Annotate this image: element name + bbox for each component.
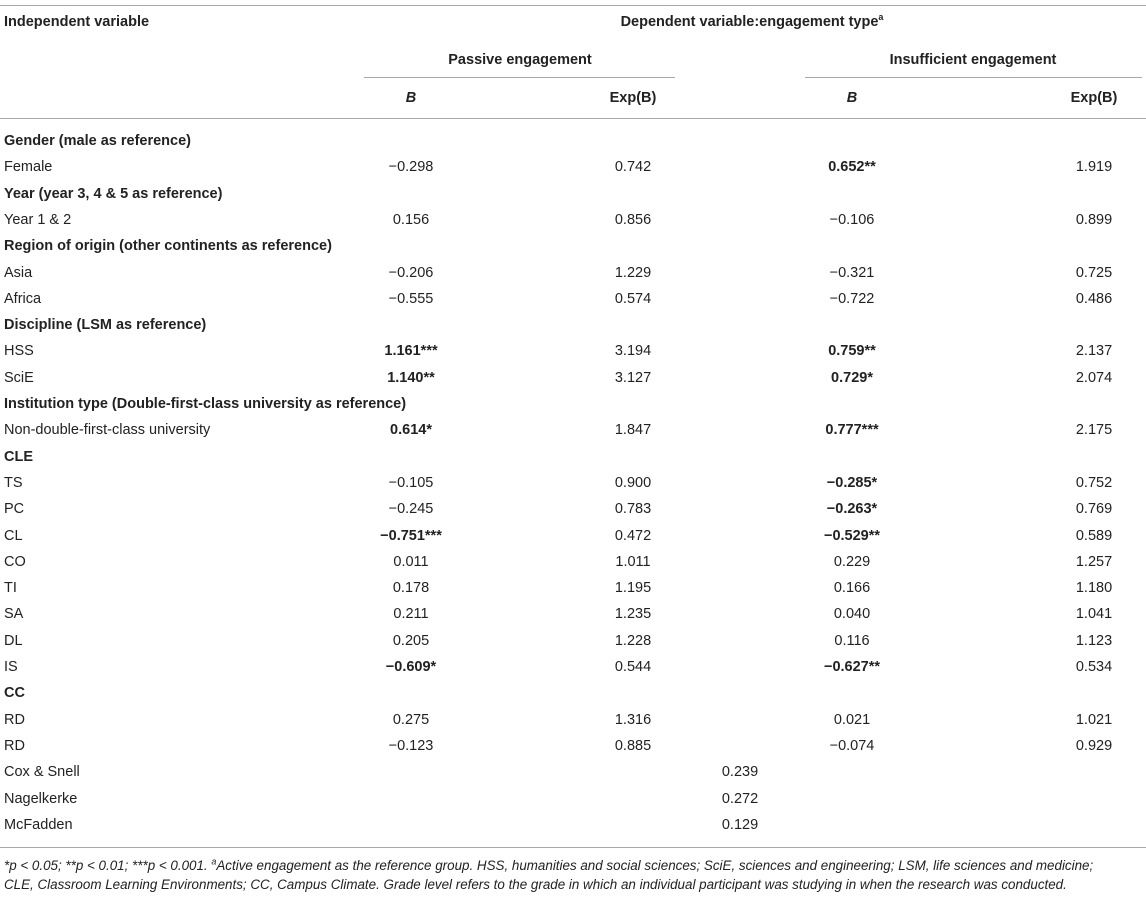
model-fit-value: 0.239	[721, 764, 759, 780]
footnote-line-2: CLE, Classroom Learning Environments; CC, Campus Climate. Grade level refers to the grade in which an individual participant was studying in when the research was conducted.	[4, 877, 1067, 892]
passive-b-value: 0.011	[393, 554, 429, 570]
passive-b-value: 0.275	[392, 712, 430, 728]
passive-expb-value: 0.783	[614, 501, 652, 517]
passive-expb-value: 1.195	[614, 580, 652, 596]
passive-expb-value: 0.900	[614, 475, 652, 491]
insufficient-b-value: 0.759**	[828, 343, 876, 359]
insufficient-expb-value: 0.769	[1075, 501, 1113, 517]
insufficient-expb-value: 1.123	[1075, 633, 1113, 649]
passive-b-value: 0.614*	[390, 422, 432, 438]
passive-expb-value: 1.235	[614, 606, 652, 622]
row-label: SA	[4, 606, 24, 622]
insufficient-b-value: 0.116	[834, 633, 870, 649]
header-bottom-rule	[0, 118, 1146, 119]
insufficient-expb-value: 1.041	[1075, 606, 1113, 622]
row-label: RD	[4, 738, 25, 754]
insufficient-expb-header: Exp(B)	[1070, 90, 1118, 106]
table-footnote	[4, 856, 1142, 894]
footnote-line-1: *p < 0.05; **p < 0.01; ***p < 0.001. $^a$Active engagement as the reference group. HSS, humanities and social sciences; SciE, sciences and engineering; LSM, life sciences and medicine;	[4, 856, 1094, 873]
section-label: Region of origin (other continents as reference)	[4, 238, 332, 254]
row-label: TS	[4, 475, 23, 491]
passive-b-value: −0.123	[388, 738, 434, 754]
section-label: CLE	[4, 449, 33, 465]
passive-expb-value: 0.544	[614, 659, 652, 675]
insufficient-b-value: 0.229	[833, 554, 871, 570]
passive-expb-value: 0.574	[614, 291, 652, 307]
row-label: HSS	[4, 343, 34, 359]
row-label: SciE	[4, 370, 34, 386]
insufficient-b-value: −0.106	[829, 212, 875, 228]
insufficient-b-value: −0.285*	[826, 475, 878, 491]
row-label: DL	[4, 633, 23, 649]
section-label: Year (year 3, 4 & 5 as reference)	[4, 186, 223, 202]
insufficient-b-value: −0.627**	[823, 659, 881, 675]
passive-b-value: −0.751***	[380, 528, 442, 544]
passive-expb-value: 3.194	[614, 343, 652, 359]
dependent-variable-header: Dependent variable:engagement type$^a$	[620, 12, 884, 30]
passive-expb-value: 1.316	[614, 712, 652, 728]
passive-b-value: −0.245	[388, 501, 434, 517]
passive-expb-value: 0.742	[614, 159, 652, 175]
row-label: Africa	[4, 291, 42, 307]
insufficient-expb-value: 0.589	[1075, 528, 1113, 544]
insufficient-b-value: −0.074	[829, 738, 875, 754]
passive-b-value: 0.205	[392, 633, 430, 649]
passive-expb-value: 0.472	[614, 528, 652, 544]
passive-b-value: −0.206	[388, 265, 434, 281]
passive-expb-value: 0.856	[614, 212, 652, 228]
insufficient-expb-value: 2.175	[1075, 422, 1113, 438]
passive-expb-value: 1.229	[614, 265, 652, 281]
insufficient-b-value: −0.321	[829, 265, 875, 281]
insufficient-expb-value: 0.725	[1075, 265, 1113, 281]
insufficient-expb-value: 1.919	[1075, 159, 1113, 175]
passive-expb-header: Exp(B)	[609, 90, 657, 106]
passive-expb-value: 1.228	[614, 633, 652, 649]
insufficient-expb-value: 0.899	[1075, 212, 1113, 228]
insufficient-expb-value: 0.929	[1075, 738, 1113, 754]
insufficient-expb-value: 0.752	[1075, 475, 1113, 491]
row-label: CO	[4, 554, 26, 570]
insufficient-b-value: 0.729*	[831, 370, 873, 386]
passive-b-value: −0.555	[388, 291, 434, 307]
insufficient-group-rule	[805, 77, 1142, 78]
insufficient-b-value: 0.040	[833, 606, 871, 622]
passive-expb-value: 1.011	[615, 554, 651, 570]
insufficient-expb-value: 1.257	[1075, 554, 1113, 570]
passive-engagement-header: Passive engagement	[448, 52, 592, 68]
passive-b-value: 0.156	[392, 212, 430, 228]
row-label: Year 1 & 2	[4, 212, 72, 228]
section-label: Institution type (Double-first-class university as reference)	[4, 396, 407, 412]
row-label: Asia	[4, 265, 33, 281]
row-label: IS	[4, 659, 18, 675]
passive-b-value: 1.140**	[387, 370, 435, 386]
table-bottom-rule	[0, 847, 1146, 848]
row-label: TI	[4, 580, 17, 596]
passive-b-value: 0.178	[392, 580, 430, 596]
insufficient-expb-value: 2.137	[1075, 343, 1113, 359]
insufficient-b-value: 0.021	[833, 712, 871, 728]
insufficient-b-value: −0.529**	[823, 528, 881, 544]
insufficient-expb-value: 0.486	[1075, 291, 1113, 307]
row-label: Non-double-first-class university	[4, 422, 211, 438]
passive-b-value: −0.105	[388, 475, 434, 491]
insufficient-b-value: 0.166	[833, 580, 871, 596]
insufficient-b-value: −0.722	[829, 291, 875, 307]
insufficient-expb-value: 1.021	[1075, 712, 1113, 728]
insufficient-b-value: 0.652**	[828, 159, 876, 175]
section-label: CC	[4, 685, 25, 701]
row-label: McFadden	[4, 817, 73, 833]
row-label: RD	[4, 712, 25, 728]
insufficient-b-value: 0.777***	[825, 422, 879, 438]
passive-b-value: 1.161***	[384, 343, 438, 359]
insufficient-expb-value: 0.534	[1075, 659, 1113, 675]
insufficient-b-value: −0.263*	[826, 501, 878, 517]
row-label: CL	[4, 528, 23, 544]
row-label: Female	[4, 159, 53, 175]
insufficient-b-header: B	[846, 90, 858, 106]
insufficient-engagement-header: Insufficient engagement	[889, 52, 1057, 68]
passive-b-value: −0.609*	[385, 659, 437, 675]
row-label: Nagelkerke	[4, 791, 78, 807]
row-label: Cox & Snell	[4, 764, 80, 780]
model-fit-value: 0.129	[721, 817, 759, 833]
footnote-marker: a	[878, 12, 884, 23]
insufficient-expb-value: 2.074	[1075, 370, 1113, 386]
footnote-marker: a	[211, 856, 217, 867]
passive-group-rule	[364, 77, 675, 78]
passive-expb-value: 0.885	[614, 738, 652, 754]
passive-b-value: 0.211	[393, 606, 429, 622]
row-label: PC	[4, 501, 25, 517]
passive-expb-value: 3.127	[614, 370, 652, 386]
section-label: Discipline (LSM as reference)	[4, 317, 207, 333]
insufficient-expb-value: 1.180	[1075, 580, 1113, 596]
passive-b-value: −0.298	[388, 159, 434, 175]
passive-expb-value: 1.847	[614, 422, 652, 438]
passive-b-header: B	[405, 90, 417, 106]
table-top-rule	[0, 5, 1146, 6]
independent-variable-header: Independent variable	[4, 14, 150, 30]
model-fit-value: 0.272	[721, 791, 759, 807]
section-label: Gender (male as reference)	[4, 133, 191, 149]
